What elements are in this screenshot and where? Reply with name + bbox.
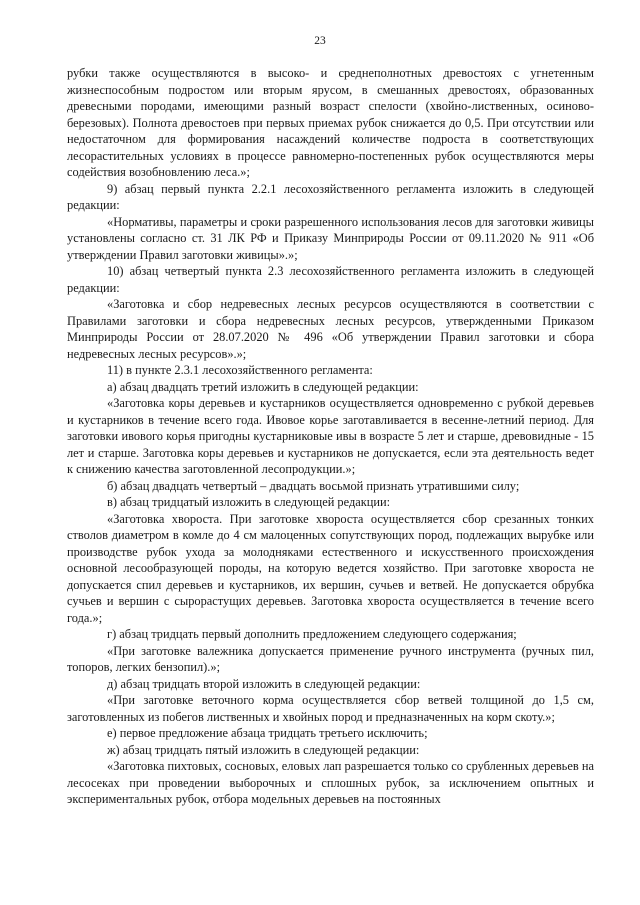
paragraph: в) абзац тридцатый изложить в следующей редакции: xyxy=(107,495,391,509)
paragraph: «Заготовка пихтовых, сосновых, еловых лап разрешается только со срубленных деревьев на лесосеках при проведении выборочных и сплошных рубок, за исключением опытных и экспериментальных рубок, отбора модельных деревьев на постоянных xyxy=(67,759,594,806)
paragraph: «При заготовке валежника допускается применение ручного инструмента (ручных пил, топоров, легких бензопил).»; xyxy=(67,643,594,674)
paragraph: б) абзац двадцать четвертый – двадцать восьмой признать утратившими силу; xyxy=(107,478,520,493)
paragraph: е) первое предложение абзаца тридцать третьего исключить; xyxy=(107,726,428,740)
paragraph: «Заготовка и сбор недревесных лесных ресурсов осуществляются в соответствии с Правилами заготовки и сбора недревесных лесных ресурсов, утвержденными Приказом Минприроды России от 28.07.2020 № 496 «Об утверждении Правил заготовки и сбора недревесных лесных ресурсов».»; xyxy=(67,297,594,361)
paragraph: «Заготовка коры деревьев и кустарников осуществляется одновременно с рубкой деревьев и кустарников в течение всего года. Ивовое корье заготавливается в весенне-летний период. Для заготовки ивового корья пригодны кустарниковые ивы в возрасте 5 лет и старше, древовидные - 15 лет и старше. Заготовка коры деревьев и кустарников не допускается, если эта деятельность ведет к снижению качества заготовленной лесопродукции.»; xyxy=(67,396,594,476)
paragraph: 11) в пункте 2.3.1 лесохозяйственного регламента: xyxy=(107,363,373,377)
paragraph: ж) абзац тридцать пятый изложить в следующей редакции: xyxy=(107,742,420,757)
paragraph: 10) абзац четвертый пункта 2.3 лесохозяйственного регламента изложить в следующей редакции: xyxy=(67,264,594,295)
paragraph: «При заготовке веточного корма осуществляется сбор ветвей толщиной до 1,5 см, заготовленных из побегов лиственных и хвойных пород и предназначенных на корм скоту.»; xyxy=(67,693,594,724)
paragraph: «Заготовка хвороста. При заготовке хвороста осуществляется сбор срезанных тонких стволов диаметром в комле до 4 см малоценных сопутствующих пород, подлежащих вырубке или производстве рубок ухода за молодняками естественного и искусственного происхождения основной лесообразующей породы, на которую ведется хозяйство. При заготовке хвороста не допускается спил деревьев и кустарников, их вершин, сучьев и ветвей. Не допускается обрубка сучьев и вершин с сырорастущих деревьев. Заготовка хвороста осуществляется в течение всего года.»; xyxy=(67,511,594,625)
paragraph: а) абзац двадцать третий изложить в следующей редакции: xyxy=(107,379,419,394)
paragraph: д) абзац тридцать второй изложить в следующей редакции: xyxy=(107,676,421,691)
paragraph: г) абзац тридцать первый дополнить предложением следующего содержания; xyxy=(107,627,517,641)
paragraph: 9) абзац первый пункта 2.2.1 лесохозяйственного регламента изложить в следующей редакции: xyxy=(67,181,594,212)
paragraph: рубки также осуществляются в высоко- и среднеполнотных древостоях с угнетенным жизнеспособным подростом или вторым ярусом, в смешанных древостоях, образованных древесными породами, имеющими разный возраст спелости (хвойно-лиственных, осиново-березовых). Полнота древостоев при первых приемах рубок снижается до 0,5. При отсутствии или недостаточном для формирования насаждений количестве подроста в соответствующих лесорастительных условиях в процессе равномерно-постепенных рубок осуществляются меры содействия возобновлению леса.»; xyxy=(67,66,594,179)
document-body xyxy=(67,65,594,808)
paragraph: «Нормативы, параметры и сроки разрешенного использования лесов для заготовки живицы установлены согласно ст. 31 ЛК РФ и Приказу Минприроды России от 09.11.2020 № 911 «Об утверждении Правил заготовки живицы».»; xyxy=(67,214,594,262)
page-number: 23 xyxy=(314,35,326,47)
